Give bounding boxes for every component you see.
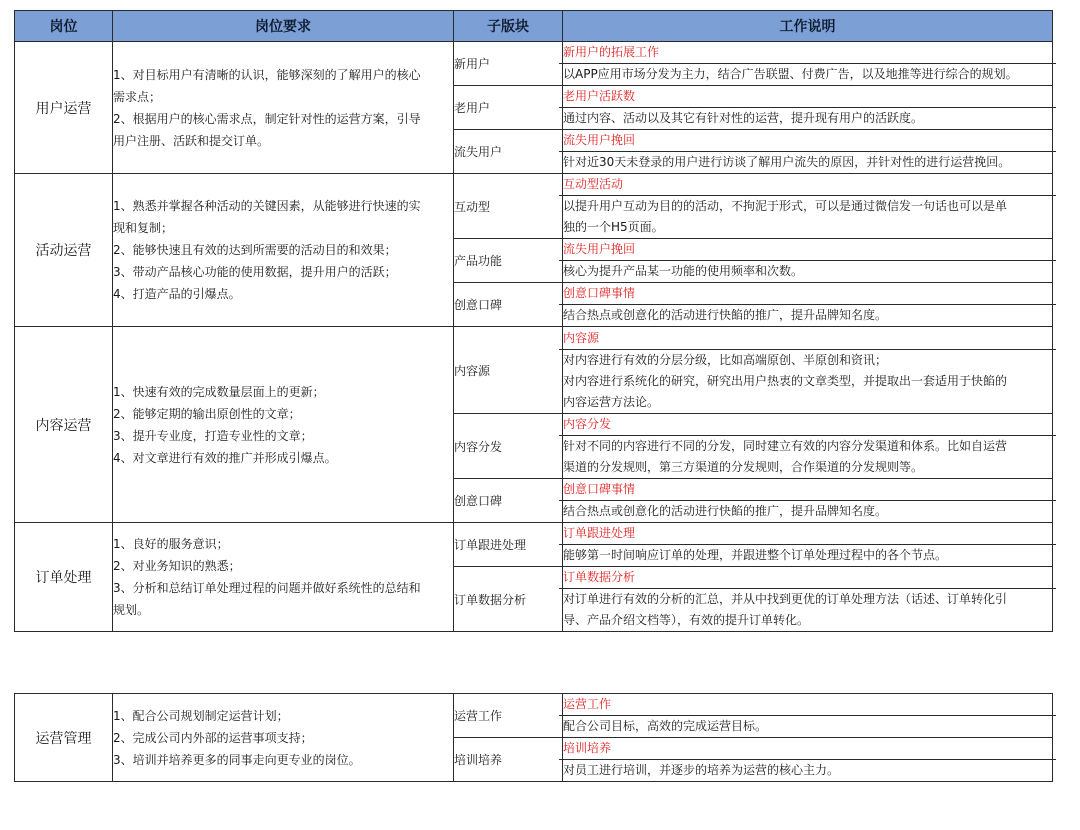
description-title: 流失用户挽回 xyxy=(563,133,636,147)
subsection-cell: 创意口碑 xyxy=(454,283,563,327)
header-row xyxy=(15,11,1053,42)
subsection-cell: 互动型 xyxy=(454,174,563,239)
subsection-cell: 内容分发 xyxy=(454,414,563,479)
description-title: 老用户活跃数 xyxy=(563,89,636,103)
requirement-line: 2、根据用户的核心需求点，制定针对性的运营方案，引导 xyxy=(113,111,421,126)
description-cell xyxy=(563,42,1053,86)
position-cell: 运营管理 xyxy=(15,694,113,782)
description-title: 运营工作 xyxy=(563,697,612,711)
description-cell xyxy=(563,174,1053,239)
requirement-line: 1、配合公司规划制定运营计划； xyxy=(113,708,289,723)
description-title: 订单数据分析 xyxy=(563,570,636,584)
description-title: 订单跟进处理 xyxy=(563,526,636,540)
description-cell xyxy=(563,283,1053,327)
header-requirements: 岗位要求 xyxy=(113,11,454,42)
description-line: 内容运营方法论。 xyxy=(563,394,660,409)
table-row xyxy=(15,174,1053,239)
subsection-cell: 内容源 xyxy=(454,327,563,414)
operations-table xyxy=(14,10,1053,632)
header-description: 工作说明 xyxy=(563,11,1053,42)
description-cell xyxy=(563,567,1053,632)
subsection-cell: 老用户 xyxy=(454,86,563,130)
requirement-line: 1、快速有效的完成数量层面上的更新； xyxy=(113,384,325,399)
header-subsection: 子版块 xyxy=(454,11,563,42)
position-cell: 活动运营 xyxy=(15,174,113,327)
description-line: 渠道的分发规则，第三方渠道的分发规则，合作渠道的分发规则等。 xyxy=(563,460,924,474)
description-cell xyxy=(563,479,1053,523)
description-line: 针对不同的内容进行不同的分发，同时建立有效的内容分发渠道和体系。比如自运营 xyxy=(563,439,1008,453)
description-title: 互动型活动 xyxy=(563,177,624,191)
requirement-line: 用户注册、活跃和提交订单。 xyxy=(113,133,270,148)
position-cell: 用户运营 xyxy=(15,42,113,174)
requirement-line: 4、打造产品的引爆点。 xyxy=(113,287,241,301)
requirement-line: 2、对业务知识的熟悉； xyxy=(113,559,241,573)
description-title: 流失用户挽回 xyxy=(563,242,636,256)
subsection-cell: 创意口碑 xyxy=(454,479,563,523)
table-row xyxy=(15,694,1053,738)
description-line: 对内容进行系统化的研究，研究出用户热衷的文章类型，并提取出一套适用于快餡的 xyxy=(563,373,1008,388)
position-cell: 订单处理 xyxy=(15,523,113,632)
requirement-line: 2、完成公司内外部的运营事项支持； xyxy=(113,730,313,745)
description-line: 导、产品介绍文档等），有效的提升订单转化。 xyxy=(563,613,810,627)
description-cell xyxy=(563,738,1053,782)
description-cell xyxy=(563,694,1053,738)
subsection-cell: 运营工作 xyxy=(454,694,563,738)
requirement-line: 3、分析和总结订单处理过程的问题并做好系统性的总结和 xyxy=(113,581,421,595)
description-title: 创意口碑事情 xyxy=(563,286,636,300)
position-cell: 内容运营 xyxy=(15,327,113,523)
subsection-cell: 订单跟进处理 xyxy=(454,523,563,567)
subsection-cell: 新用户 xyxy=(454,42,563,86)
requirement-line: 现和复制； xyxy=(113,221,174,235)
requirement-line: 2、能够快速且有效的达到所需要的活动目的和效果； xyxy=(113,243,397,257)
requirement-line: 2、能够定期的输出原创性的文章； xyxy=(113,406,301,421)
requirement-line: 1、对目标用户有清晰的认识，能够深刻的了解用户的核心 xyxy=(113,67,421,82)
requirements-cell xyxy=(113,174,454,327)
description-line: 对订单进行有效的分析的汇总，并从中找到更优的订单处理方法（话述、订单转化引 xyxy=(563,592,1008,606)
description-cell xyxy=(563,327,1053,414)
description-title: 培训培养 xyxy=(563,741,612,755)
description-line: 核心为提升产品某一功能的使用频率和次数。 xyxy=(563,264,804,278)
description-line: 对员工进行培训，并逐步的培养为运营的核心主力。 xyxy=(563,763,840,777)
subsection-cell: 培训培养 xyxy=(454,738,563,782)
subsection-cell: 产品功能 xyxy=(454,239,563,283)
description-line: 对内容进行有效的分层分级，比如高端原创、半原创和资讯； xyxy=(563,352,888,367)
requirement-line: 3、培训并培养更多的同事走向更专业的岗位。 xyxy=(113,752,361,767)
description-line: 以APP应用市场分发为主力，结合广告联盟、付费广告，以及地推等进行综合的规划。 xyxy=(563,67,1018,81)
header-position: 岗位 xyxy=(15,11,113,42)
description-line: 以提升用户互动为目的的活动，不拘泥于形式，可以是通过微信发一句话也可以是单 xyxy=(563,199,1008,213)
description-cell xyxy=(563,414,1053,479)
description-title: 内容分发 xyxy=(563,417,612,431)
description-title: 创意口碑事情 xyxy=(563,482,636,496)
description-line: 结合热点或创意化的活动进行快餡的推广，提升品牌知名度。 xyxy=(563,504,888,518)
description-line: 配合公司目标，高效的完成运营目标。 xyxy=(563,719,768,733)
description-line: 独的一个H5页面。 xyxy=(563,220,664,234)
table-row xyxy=(15,327,1053,414)
description-line: 通过内容、活动以及其它有针对性的运营，提升现有用户的活跃度。 xyxy=(563,111,924,125)
management-body xyxy=(15,694,1053,782)
requirements-cell xyxy=(113,42,454,174)
table-body xyxy=(15,42,1053,632)
description-line: 结合热点或创意化的活动进行快餡的推广，提升品牌知名度。 xyxy=(563,308,888,322)
table-row xyxy=(15,42,1053,86)
description-title: 新用户的拓展工作 xyxy=(563,45,660,59)
requirements-cell xyxy=(113,694,454,782)
description-title: 内容源 xyxy=(563,330,600,345)
subsection-cell: 流失用户 xyxy=(454,130,563,174)
table-row xyxy=(15,523,1053,567)
description-cell xyxy=(563,523,1053,567)
description-cell xyxy=(563,86,1053,130)
management-table xyxy=(14,693,1053,782)
requirement-line: 规划。 xyxy=(113,603,150,617)
description-cell xyxy=(563,130,1053,174)
description-cell xyxy=(563,239,1053,283)
description-line: 能够第一时间响应订单的处理，并跟进整个订单处理过程中的各个节点。 xyxy=(563,548,948,562)
requirement-line: 需求点； xyxy=(113,89,162,104)
requirement-line: 3、带动产品核心功能的使用数据，提升用户的活跃； xyxy=(113,265,397,279)
requirement-line: 4、对文章进行有效的推广并形成引爆点。 xyxy=(113,450,337,465)
subsection-cell: 订单数据分析 xyxy=(454,567,563,632)
requirements-cell xyxy=(113,327,454,523)
requirement-line: 3、提升专业度，打造专业性的文章； xyxy=(113,428,313,443)
description-line: 针对近30天未登录的用户进行访谈了解用户流失的原因，并针对性的进行运营挽回。 xyxy=(563,155,1011,169)
requirements-cell xyxy=(113,523,454,632)
requirement-line: 1、良好的服务意识； xyxy=(113,537,229,551)
requirement-line: 1、熟悉并掌握各种活动的关键因素，从能够进行快速的实 xyxy=(113,199,421,213)
